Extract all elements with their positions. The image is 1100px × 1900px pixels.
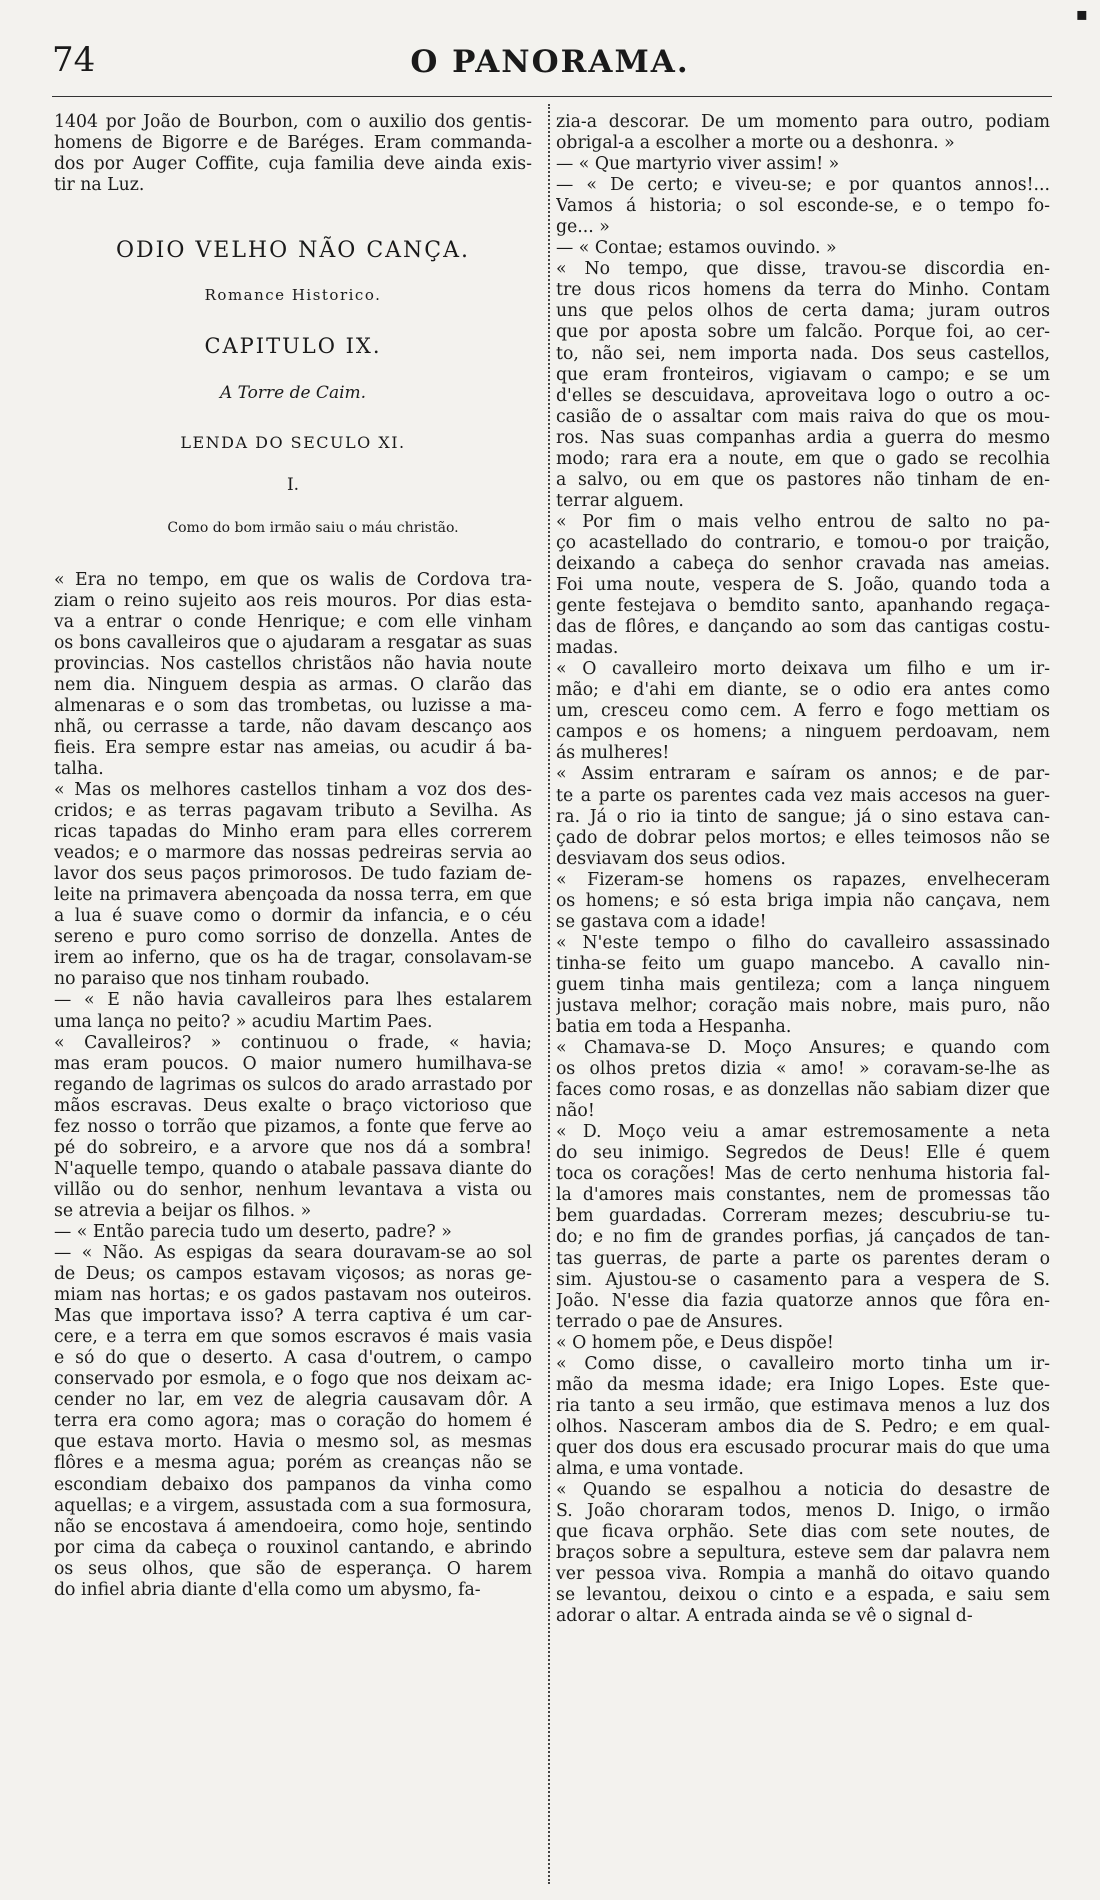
text-line: — « Então parecia tudo um deserto, padre? » <box>54 1221 452 1242</box>
text-line: terra era como agora; mas o coração do homem é <box>54 1411 532 1432</box>
text-line: que estava morto. Havia o mesmo sol, as mesmas <box>54 1432 532 1453</box>
text-line: 1404 por João de Bourbon, com o auxilio dos gentis- <box>54 112 532 132</box>
left-body-text <box>54 570 532 1601</box>
text-line: « O homem põe, e Deus dispõe! <box>556 1332 834 1353</box>
text-line: campos e os homens; a ninguem perdoavam, nem <box>556 722 1050 743</box>
text-line: mão da mesma idade; era Inigo Lopes. Este que- <box>556 1374 1050 1395</box>
journal-title: O PANORAMA. <box>410 44 690 80</box>
text-line: miam nas hortas; e os gados pastavam nos outeiros. <box>54 1285 532 1306</box>
text-line: terrar alguem. <box>556 490 684 511</box>
text-line: e só do que o deserto. A casa d'outrem, o campo <box>54 1348 532 1369</box>
text-line: S. João choraram todos, menos D. Inigo, o irmão <box>556 1501 1050 1522</box>
text-line: fieis. Era sempre estar nas ameias, ou acudir á ba- <box>54 737 532 758</box>
text-line: braços sobre a sepultura, esteve sem dar palavra nem <box>556 1543 1050 1564</box>
text-line: tas guerras, de parte a parte os parentes deram o <box>556 1248 1050 1269</box>
text-line: to, não sei, nem importa nada. Dos seus castellos, <box>556 343 1050 364</box>
text-line: — « E não havia cavalleiros para lhes estalarem <box>54 990 532 1011</box>
text-line: não se encostava á amendoeira, como hoje, sentindo <box>54 1516 532 1537</box>
text-line: N'aquelle tempo, quando o atabale passava diante do <box>54 1158 532 1179</box>
text-line: — « De certo; e viveu-se; e por quantos annos!... <box>556 175 1050 196</box>
text-line: « Por fim o mais velho entrou de salto no pa- <box>556 511 1050 532</box>
text-line: cere, e a terra em que somos escravos é mais vasia <box>54 1327 532 1348</box>
text-line: do infiel abria diante d'ella como um abysmo, fa- <box>54 1579 481 1600</box>
text-line: das de flôres, e dançando ao som das cantigas costu- <box>556 617 1050 638</box>
text-line: mas eram poucos. O maior numero humilhava-se <box>54 1053 532 1074</box>
legend-heading: LENDA DO SECULO XI. <box>180 433 406 453</box>
text-line: va a entrar o conde Henrique; e com elle vinham <box>54 611 532 632</box>
header-rule <box>52 96 1052 97</box>
text-line: sereno e puro como sorriso de donzella. Antes de <box>54 927 532 948</box>
page-number: 74 <box>52 40 96 80</box>
text-line: tinha-se feito um guapo mancebo. A cavallo nin- <box>556 953 1050 974</box>
text-line: guem tinha mais gentileza; com a lança ninguem <box>556 974 1050 995</box>
text-line: ás mulheres! <box>556 743 670 764</box>
text-line: « O cavalleiro morto deixava um filho e um ir- <box>556 659 1050 680</box>
text-line: dos por Auger Coffite, cuja familia deve ainda exis- <box>54 154 532 175</box>
text-line: se gastava com a idade! <box>556 911 767 932</box>
text-line: a lua é suave como o dormir da infancia, e o céu <box>54 906 532 927</box>
text-line: se atrevia a beijar os filhos. » <box>54 1200 312 1221</box>
text-line: homens de Bigorre e de Baréges. Eram commanda- <box>54 133 532 154</box>
text-line: bem guardadas. Correram mezes; descubriu-se tu- <box>556 1206 1050 1227</box>
text-line: se levantou, deixou o cinto e a espada, e saiu sem <box>556 1585 1050 1606</box>
text-line: pé do sobreiro, e a arvore que nos dá a sombra! <box>54 1137 532 1158</box>
text-line: Foi uma noute, vespera de S. João, quando toda a <box>556 575 1050 596</box>
text-line: provincias. Nos castellos christãos não havia noute <box>54 653 532 674</box>
romance-subtitle: Romance Historico. <box>204 286 382 305</box>
text-line: toca os corações! Mas de certo nenhuma historia fal- <box>556 1164 1050 1185</box>
text-line: villão ou do senhor, nenhum levantava a vista ou <box>54 1179 532 1200</box>
text-line: ra. Já o rio ia tinto de sangue; já o sino estava can- <box>556 806 1050 827</box>
text-line: olhos. Nasceram ambos dia de S. Pedro; e em qual- <box>556 1416 1050 1437</box>
text-line: « Fizeram-se homens os rapazes, envelheceram <box>556 869 1050 890</box>
chapter-title: A Torre de Caim. <box>219 383 367 404</box>
text-line: que eram fronteiros, vigiavam o campo; e se um <box>556 364 1050 385</box>
text-line: gente festejava o bemdito santo, apanhando regaça- <box>556 596 1050 617</box>
text-line: terrado o pae de Ansures. <box>556 1311 784 1332</box>
text-line: do seu inimigo. Segredos de Deus! Elle é quem <box>556 1143 1050 1164</box>
text-line: ria tanto a seu irmão, que estimava menos a luz dos <box>556 1395 1050 1416</box>
column-divider <box>548 104 550 1884</box>
text-line: os homens; e só esta briga impia não cançava, nem <box>556 890 1050 911</box>
epigraph: Como do bom irmão saiu o máu christão. <box>167 520 459 537</box>
right-body-text <box>556 112 1050 1627</box>
text-line: ros. Nas suas companhas ardia a guerra do mesmo <box>556 427 1050 448</box>
text-line: talha. <box>54 758 104 779</box>
text-line: la d'amores mais constantes, nem de promessas tão <box>556 1185 1050 1206</box>
text-line: — « Que martyrio viver assim! » <box>556 154 840 175</box>
right-column <box>556 112 1050 1627</box>
text-line: nem dia. Ninguem despia as armas. O clarão das <box>54 674 532 695</box>
text-line: de Deus; os campos estavam viçosos; as noras ge- <box>54 1264 532 1285</box>
text-line: zia-a descorar. De um momento para outro, podiam <box>556 112 1050 132</box>
text-line: « D. Moço veiu a amar estremosamente a neta <box>556 1122 1050 1143</box>
text-line: regando de lagrimas os sulcos do arado arrastado por <box>54 1074 532 1095</box>
text-line: — « Não. As espigas da seara douravam-se ao sol <box>54 1243 532 1264</box>
text-line: « N'este tempo o filho do cavalleiro assassinado <box>556 932 1050 953</box>
text-line: ricas tapadas do Minho eram para elles correrem <box>54 822 532 843</box>
text-line: aquellas; e a virgem, assustada com a sua formosura, <box>54 1495 532 1516</box>
text-line: « Quando se espalhou a noticia do desastre de <box>556 1480 1050 1501</box>
text-line: « Cavalleiros? » continuou o frade, « havia; <box>54 1032 532 1053</box>
text-line: « Como disse, o cavalleiro morto tinha um ir- <box>556 1353 1050 1374</box>
text-line: cridos; e as terras pagavam tributo a Sevilha. As <box>54 801 532 822</box>
text-line: veados; e o marmore das nossas pedreiras servia ao <box>54 843 532 864</box>
text-line: almenaras e o som das trombetas, ou luzisse a ma- <box>54 695 532 716</box>
text-line: flôres e a mesma agua; porém as creanças não se <box>54 1453 532 1474</box>
text-line: conservado por esmola, e o fogo que nos deixam ac- <box>54 1369 532 1390</box>
text-line: « No tempo, que disse, travou-se discordia en- <box>556 259 1050 280</box>
text-line: mãos escravas. Deus exalte o braço victorioso que <box>54 1095 532 1116</box>
text-line: casião de o assaltar com mais raiva do que os mou- <box>556 406 1050 427</box>
text-line: ver pessoa viva. Rompia a manhã do oitavo quando <box>556 1564 1050 1585</box>
text-line: lavor dos seus paços primorosos. De tudo faziam de- <box>54 864 532 885</box>
text-line: que por aposta sobre um falcão. Porque foi, ao cer- <box>556 322 1050 343</box>
text-line: João. N'esse dia fazia quatorze annos que fôra en- <box>556 1290 1050 1311</box>
text-line: Mas que importava isso? A terra captiva é um car- <box>54 1306 532 1327</box>
text-line: leite na primavera abençoada da nossa terra, em que <box>54 885 532 906</box>
corner-mark: ▪ <box>1075 4 1088 25</box>
text-line: faces como rosas, e as donzellas não sabiam dizer que <box>556 1080 1050 1101</box>
text-line: nhã, ou cerrasse a tarde, não davam descanço aos <box>54 716 532 737</box>
text-line: desviavam dos seus odios. <box>556 848 786 869</box>
romance-title: ODIO VELHO NÃO CANÇA. <box>115 238 471 264</box>
text-line: sim. Ajustou-se o casamento para a vespera de S. <box>556 1269 1050 1290</box>
text-line: um, cresceu como cem. A ferro e fogo mettiam os <box>556 701 1050 722</box>
text-line: adorar o altar. A entrada ainda se vê o signal d- <box>556 1606 973 1627</box>
chapter-heading: CAPITULO IX. <box>204 334 382 359</box>
text-line: ziam o reino sujeito aos reis mouros. Por dias esta- <box>54 590 532 611</box>
text-line: batia em toda a Hespanha. <box>556 1017 792 1038</box>
text-line: uns que pelos olhos de certa dama; juram outros <box>556 301 1050 322</box>
text-line: tre dous ricos homens da terra do Minho. Contam <box>556 280 1050 301</box>
intro-paragraph <box>54 112 532 196</box>
text-line: justava melhor; coração mais nobre, mais puro, não <box>556 995 1050 1016</box>
text-line: mão; e d'ahi em diante, se o odio era antes como <box>556 680 1050 701</box>
text-line: te a parte os parentes cada vez mais accesos na guer- <box>556 785 1050 806</box>
text-line: irem ao inferno, que os ha de tragar, consolavam-se <box>54 948 532 969</box>
text-line: no paraiso que nos tinham roubado. <box>54 969 370 990</box>
text-line: çado de dobrar pelos mortos; e elles teimosos não se <box>556 827 1050 848</box>
text-line: Vamos á historia; o sol esconde-se, e o tempo fo- <box>556 196 1050 217</box>
text-line: madas. <box>556 638 619 659</box>
text-line: a salvo, ou em que os pastores não tinham de en- <box>556 469 1050 490</box>
text-line: obrigal-a a escolher a morte ou a deshonra. » <box>556 133 955 154</box>
text-line: « Mas os melhores castellos tinham a voz dos des- <box>54 779 532 800</box>
text-line: « Chamava-se D. Moço Ansures; e quando com <box>556 1038 1050 1059</box>
left-column <box>54 112 532 1601</box>
text-line: por cima da cabeça o rouxinol cantando, e abrindo <box>54 1537 532 1558</box>
text-line: « Era no tempo, em que os walis de Cordova tra- <box>54 569 532 590</box>
text-line: — « Contae; estamos ouvindo. » <box>556 238 837 259</box>
text-line: quer dos dous era escusado procurar mais do que uma <box>556 1437 1050 1458</box>
text-line: deixando a cabeça do senhor cravada nas ameias. <box>556 553 1050 574</box>
text-line: uma lança no peito? » acudiu Martim Paes. <box>54 1011 433 1032</box>
text-line: cender no lar, em vez de alegria causavam dôr. A <box>54 1390 532 1411</box>
section-number: I. <box>286 475 300 496</box>
text-line: os olhos pretos dizia « amo! » coravam-se-lhe as <box>556 1059 1050 1080</box>
text-line: os bons cavalleiros que o ajudaram a resgatar as suas <box>54 632 532 653</box>
text-line: ge... » <box>556 217 610 238</box>
text-line: tir na Luz. <box>54 175 145 196</box>
text-line: ço acastellado do contrario, e tomou-o por traição, <box>556 532 1050 553</box>
text-line: não! <box>556 1101 595 1122</box>
text-line: fez nosso o torrão que pizamos, a fonte que ferve ao <box>54 1116 532 1137</box>
text-line: « Assim entraram e saíram os annos; e de par- <box>556 764 1050 785</box>
text-line: que ficava orphão. Sete dias com sete noutes, de <box>556 1522 1050 1543</box>
text-line: modo; rara era a noute, em que o gado se recolhia <box>556 448 1050 469</box>
text-line: do; e no fim de grandes porfias, já cançados de tan- <box>556 1227 1050 1248</box>
text-line: escondiam debaixo dos pampanos da vinha como <box>54 1474 532 1495</box>
text-line: d'elles se descuidava, aproveitava logo o outro a oc- <box>556 385 1050 406</box>
text-line: alma, e uma vontade. <box>556 1459 744 1479</box>
text-line: os seus olhos, que são de esperança. O harem <box>54 1558 532 1579</box>
